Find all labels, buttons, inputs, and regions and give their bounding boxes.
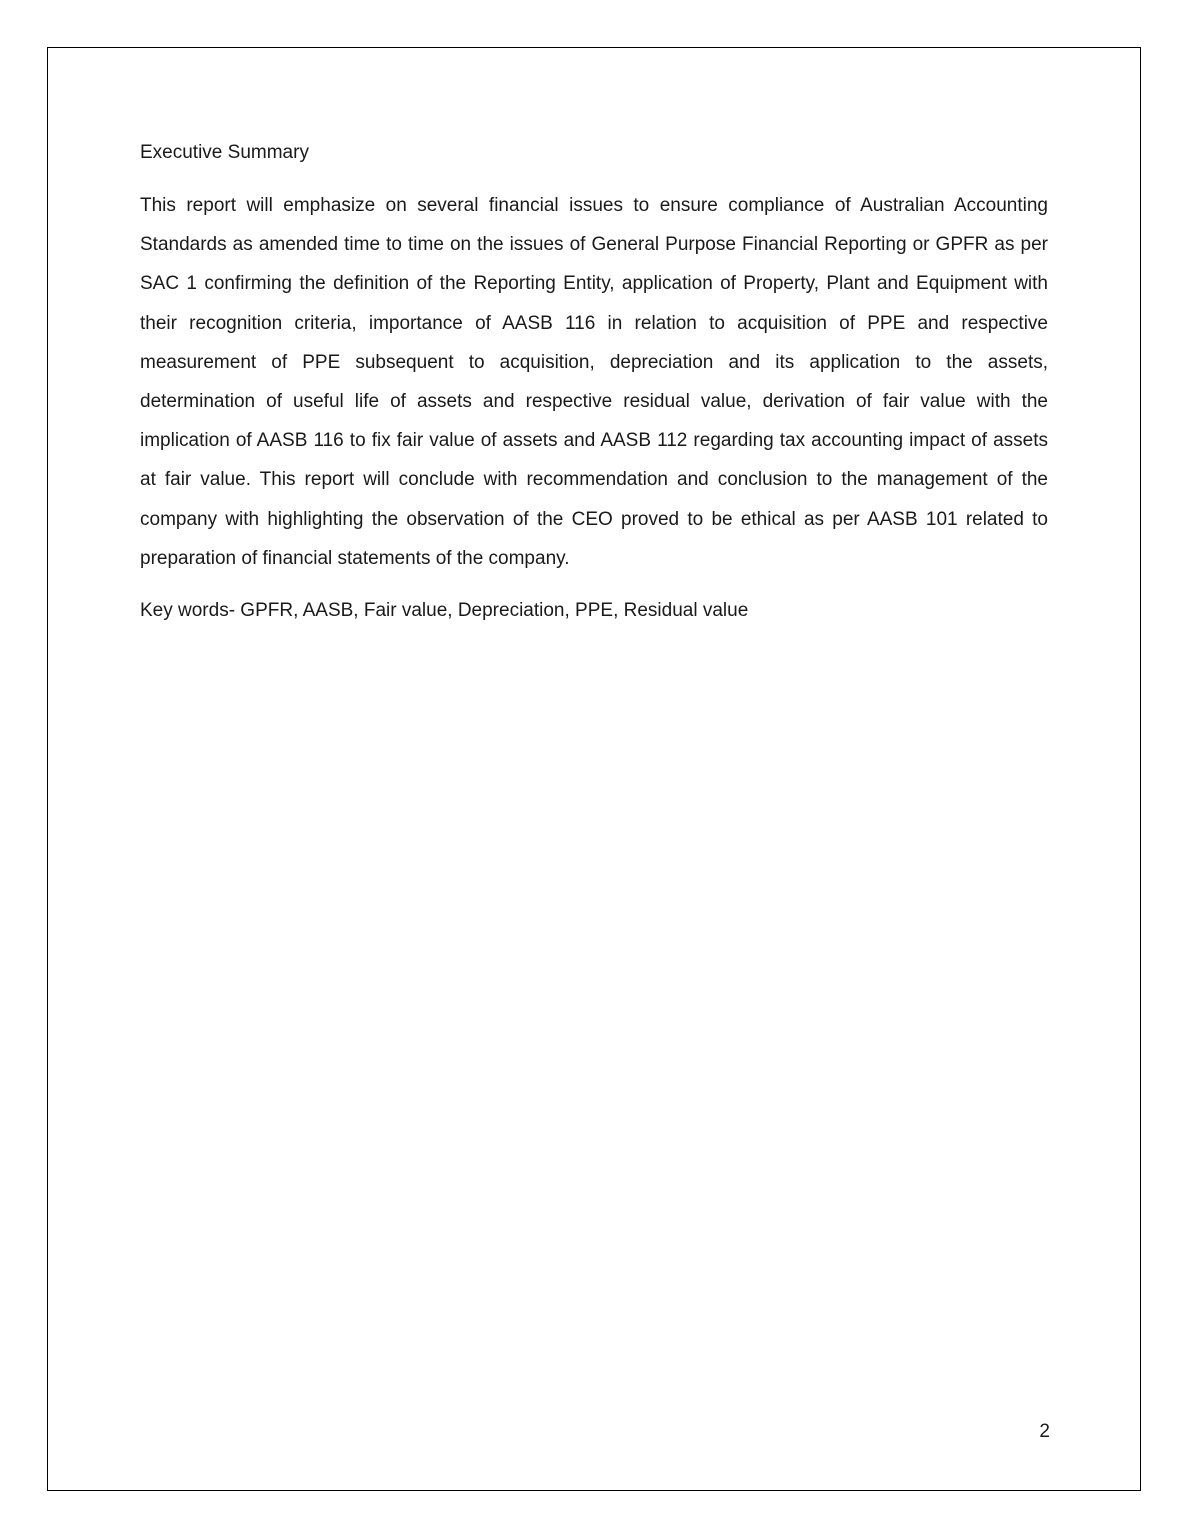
page-content (140, 140, 1048, 624)
page-number: 2 (1039, 1421, 1050, 1442)
section-heading: Executive Summary (140, 142, 309, 163)
summary-paragraph: This report will emphasize on several financial issues to ensure compliance of Australian Accounting Standards as amended time to time on the issues of General Purpose Financial Reporting or GPFR as per SAC 1 confirming the definition of the Reporting Entity, application of Property, Plant and Equipment with their recognition criteria, importance of AASB 116 in relation to acquisition of PPE and respective measurement of PPE subsequent to acquisition, depreciation and its application to the assets, determination of useful life of assets and respective residual value, derivation of fair value with the implication of AASB 116 to fix fair value of assets and AASB 112 regarding tax accounting impact of assets at fair value. This report will conclude with recommendation and conclusion to the management of the company with highlighting the observation of the CEO proved to be ethical as per AASB 101 related to preparation of financial statements of the company. (140, 195, 1048, 569)
keywords-line: Key words- GPFR, AASB, Fair value, Depreciation, PPE, Residual value (140, 600, 749, 622)
